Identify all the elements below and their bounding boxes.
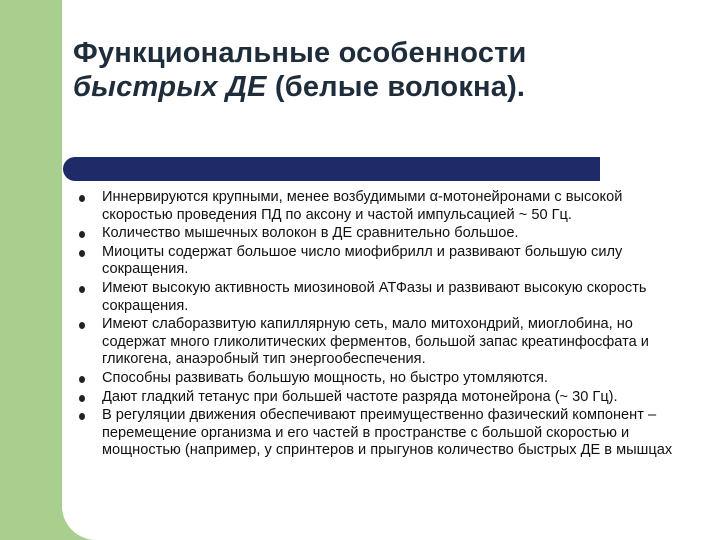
bullet-text: Количество мышечных волокон в ДЕ сравнительно большое.: [102, 225, 519, 242]
bullet-text: Способны развивать большую мощность, но быстро утомляются.: [102, 369, 548, 386]
bullet-dot-icon: [79, 231, 85, 238]
bullet-text: Имеют высокую активность миозиновой АТФазы и развивают высокую скорость сокращения.: [102, 279, 647, 314]
bullet-dot-icon: [79, 395, 85, 402]
bullet-text: Иннервируются крупными, менее возбудимыми α-мотонейронами с высокой скоростью проведения ПД по аксону и частой импульсацией ~ 50 Гц.: [102, 189, 623, 223]
title-line-1: Функциональные особенности: [73, 37, 527, 69]
bullet-dot-icon: [79, 286, 85, 293]
bullet-dot-icon: [79, 322, 85, 329]
bullet-dot-icon: [79, 376, 85, 383]
title-line-2-rest: (белые волокна).: [266, 71, 526, 103]
slide-title: [73, 36, 693, 104]
bullet-dot-icon: [79, 413, 85, 420]
bullet-text: Миоциты содержат большое число миофибрилл и развивают большую силу сокращения.: [102, 243, 623, 278]
bullet-dot-icon: [79, 250, 85, 257]
list-item: [74, 370, 674, 388]
bullet-list: [74, 189, 674, 461]
list-item: [74, 189, 674, 224]
list-item: [74, 280, 674, 315]
title-divider-bar: [63, 157, 600, 181]
list-item: [74, 316, 674, 369]
bullet-text: Имеют слаборазвитую капиллярную сеть, мало митохондрий, миоглобина, но содержат много гликолитических ферментов, большой запас креатинфосфата и гликогена, анаэробный тип энергообеспечения.: [102, 316, 649, 368]
title-line-2-italic: быстрых ДЕ: [73, 71, 267, 103]
bullet-dot-icon: [79, 195, 85, 202]
list-item: [74, 389, 674, 407]
list-item: [74, 244, 674, 279]
bullet-text: Дают гладкий тетанус при большей частоте разряда мотонейрона (~ 30 Гц).: [102, 388, 618, 405]
list-item: [74, 407, 674, 460]
bullet-text: В регуляции движения обеспечивают преимущественно фазический компонент – перемещение организма и его частей в пространстве с большой скоростью и мощностью (например, у спринтеров и прыгунов количество быстрых ДЕ в мышцах: [102, 407, 673, 459]
list-item: [74, 225, 674, 243]
